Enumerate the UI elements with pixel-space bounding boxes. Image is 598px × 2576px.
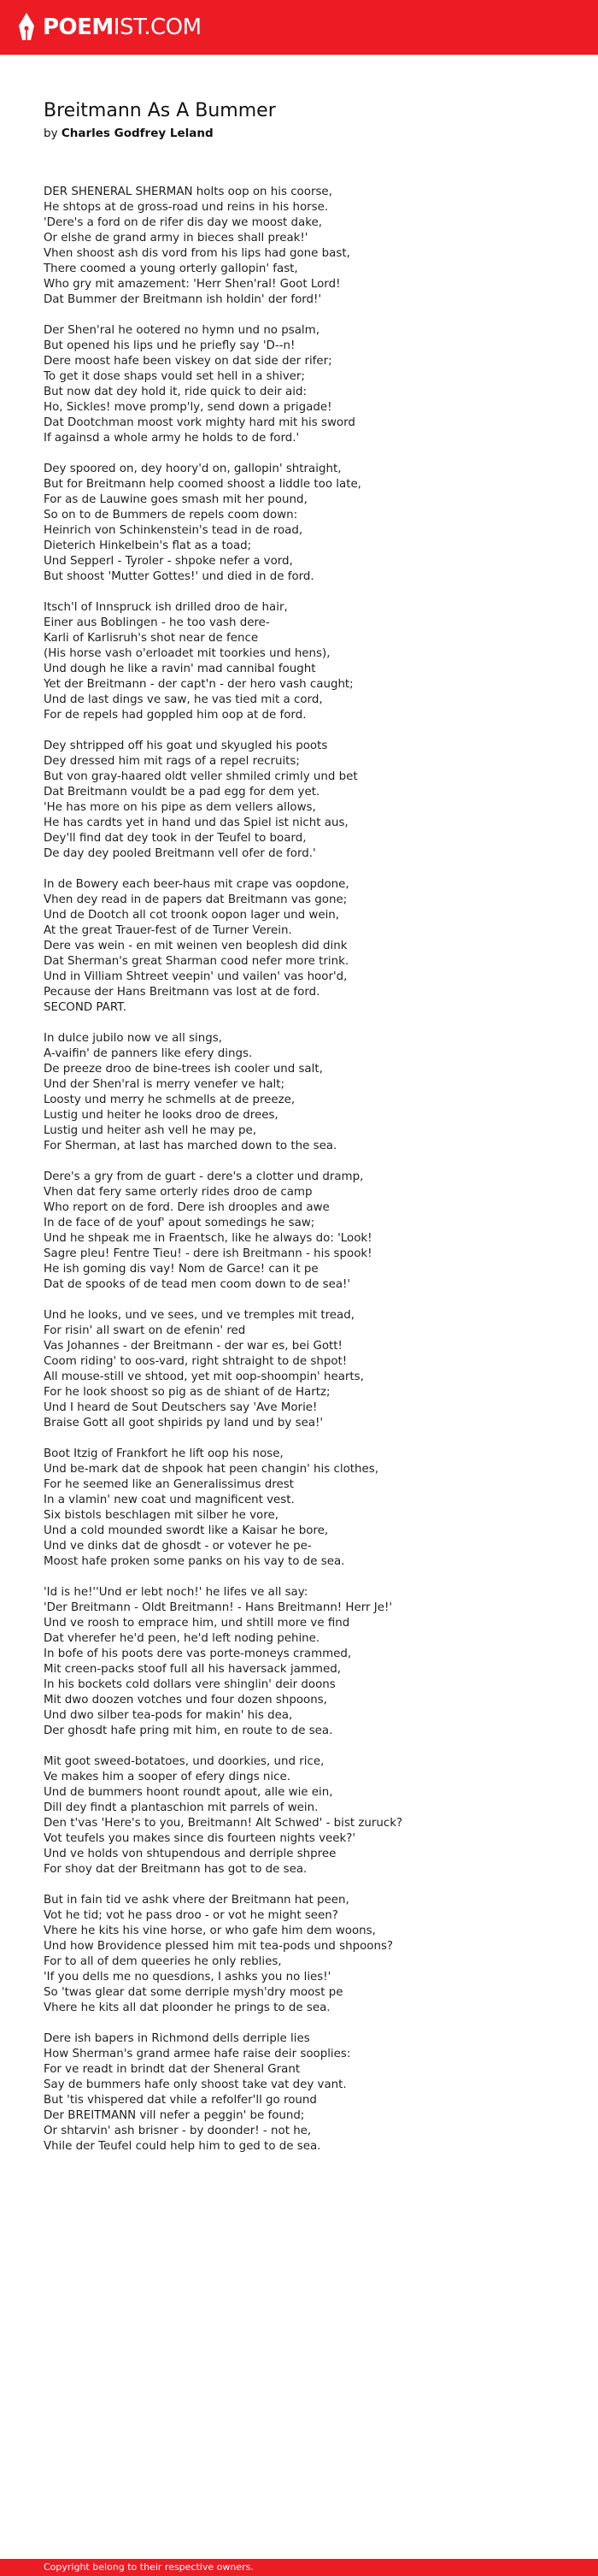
poem-line: Und how Brovidence plessed him mit tea-pods und shpoons? xyxy=(44,1940,394,1953)
poem-line: Vhen dey read in de papers dat Breitmann vas gone; xyxy=(44,893,348,906)
poem-line: But 'tis vhispered dat vhile a refolfer'll go round xyxy=(44,2094,317,2107)
poem-line: If againsd a whole army he holds to de ford.' xyxy=(44,432,300,445)
poem-line: In de Bowery each beer-haus mit crape vas oopdone, xyxy=(44,878,349,891)
poem-line: Einer aus Boblingen - he too vash dere- xyxy=(44,616,270,629)
poem-line: To get it dose shaps vould set hell in a shiver; xyxy=(44,370,305,383)
poem-content xyxy=(44,99,573,2170)
poem-line: For de repels had goppled him oop at de ford. xyxy=(44,709,307,722)
poem-line: But von gray-haared oldt veller shmiled crimly und bet xyxy=(44,770,358,783)
poem-line: For to all of dem queeries he only reblies, xyxy=(44,1955,282,1968)
poem-line: In de face of de youf' apout somedings he saw; xyxy=(44,1217,315,1229)
poem-line: Und a cold mounded swordt like a Kaisar he bore, xyxy=(44,1524,329,1537)
poem-line: Who gry mit amazement: 'Herr Shen'ral! Goot Lord! xyxy=(44,278,341,291)
poem-line: SECOND PART. xyxy=(44,1001,126,1014)
poem-line: For Sherman, at last has marched down to the sea. xyxy=(44,1140,337,1152)
poem-line: Sagre pleu! Fentre Tieu! - dere ish Breitmann - his spook! xyxy=(44,1247,372,1260)
poem-line: Heinrich von Schinkenstein's tead in de road, xyxy=(44,524,303,537)
poem-stanza xyxy=(44,1447,573,1570)
poem-stanza xyxy=(44,1031,573,1154)
poem-line: Und he looks, und ve sees, und ve tremples mit tread, xyxy=(44,1309,355,1322)
poem-line: Und ve dinks dat de ghosdt - or votever he pe- xyxy=(44,1540,312,1553)
poem-line: Vas Johannes - der Breitmann - der war es, bei Gott! xyxy=(44,1340,343,1353)
poem-line: Itsch'l of Innspruck ish drilled droo de hair, xyxy=(44,601,288,614)
poem-line: For ve readt in brindt dat der Sheneral Grant xyxy=(44,2063,301,2076)
byline-prefix: by xyxy=(44,127,58,140)
poem-line: Who report on de ford. Dere ish drooples and awe xyxy=(44,1201,330,1214)
poem-line: Boot Itzig of Frankfort he lift oop his nose, xyxy=(44,1447,284,1460)
poem-line: Und de bummers hoont roundt apout, alle wie ein, xyxy=(44,1786,333,1799)
poem-line: Und he shpeak me in Fraentsch, like he always do: 'Look! xyxy=(44,1232,372,1245)
poem-line: Dill dey findt a plantaschion mit parrels of wein. xyxy=(44,1801,319,1814)
poem-line: Und dough he like a ravin' mad cannibal fought xyxy=(44,663,316,675)
poem-stanza xyxy=(44,1754,573,1877)
poem-line: Braise Gott all goot shpirids py land und by sea!' xyxy=(44,1417,324,1429)
poem-line: Und dwo silber tea-pods for makin' his dea, xyxy=(44,1709,293,1722)
poem-line: A-vaifin' de panners like efery dings. xyxy=(44,1047,253,1060)
poem-stanza xyxy=(44,323,573,446)
poem-line: Der Shen'ral he ootered no hymn und no psalm, xyxy=(44,324,320,337)
pen-nib-icon xyxy=(17,12,36,43)
poem-line: All mouse-still ve shtood, yet mit oop-shoompin' hearts, xyxy=(44,1371,364,1383)
poem-line: But now dat dey hold it, ride quick to deir aid: xyxy=(44,386,307,398)
poem-line: He shtops at de gross-road und reins in his horse. xyxy=(44,201,329,214)
poem-line: Dat Bummer der Breitmann ish holdin' der ford!' xyxy=(44,293,322,306)
poem-line: In bofe of his poots dere vas porte-moneys crammed, xyxy=(44,1648,352,1660)
poem-line: DER SHENERAL SHERMAN holts oop on his coorse, xyxy=(44,186,332,198)
poem-line: Dey spoored on, dey hoory'd on, gallopin' shtraight, xyxy=(44,463,342,475)
poem-line: Und be-mark dat de shpook hat peen changin' his clothes, xyxy=(44,1463,378,1476)
poem-line: He ish goming dis vay! Nom de Garce! can it pe xyxy=(44,1263,319,1276)
poem-stanza xyxy=(44,600,573,723)
poem-line: Und in Villiam Shtreet veepin' und vailen' vas hoor'd, xyxy=(44,970,348,983)
poem-line: Or elshe de grand army in bieces shall preak!' xyxy=(44,232,308,245)
poem-line: Vot he tid; vot he pass droo - or vot he might seen? xyxy=(44,1909,338,1922)
poem-line: Der BREITMANN vill nefer a peggin' be found; xyxy=(44,2109,305,2122)
poem-line: Dat Dootchman moost vork mighty hard mit his sword xyxy=(44,416,355,429)
poem-line: Loosty und merry he schmells at de preeze, xyxy=(44,1093,296,1106)
poem-line: Mit creen-packs stoof full all his haversack jammed, xyxy=(44,1663,341,1676)
poem-line: But in fain tid ve ashk vhere der Breitmann hat peen, xyxy=(44,1894,349,1907)
poem-line: Der ghosdt hafe pring mit him, en route to de sea. xyxy=(44,1724,333,1737)
poem-line: 'He has more on his pipe as dem vellers allows, xyxy=(44,801,316,814)
copyright-text: Copyright belong to their respective owners. xyxy=(44,2561,254,2573)
poem-stanza xyxy=(44,1893,573,2016)
poem-line: For risin' all swart on de efenin' red xyxy=(44,1324,246,1337)
poem-line: Pecause der Hans Breitmann vas lost at de ford. xyxy=(44,986,320,999)
logo-text-bold: POEM xyxy=(43,15,114,40)
poem-line: Or shtarvin' ash brisner - by doonder! - not he, xyxy=(44,2125,312,2137)
poem-line: Mit goot sweed-botatoes, und doorkies, und rice, xyxy=(44,1755,325,1768)
poem-line: So on to de Bummers de repels coom down: xyxy=(44,509,298,522)
poem-stanza xyxy=(44,462,573,585)
site-logo[interactable] xyxy=(17,0,202,55)
poem-line: Dieterich Hinkelbein's flat as a toad; xyxy=(44,539,252,552)
poem-stanza xyxy=(44,1308,573,1431)
poem-line: Und ve roosh to emprace him, und shtill more ve find xyxy=(44,1617,350,1630)
poem-line: Dat de spooks of de tead men coom down to de sea!' xyxy=(44,1278,351,1291)
poem-line: Dere ish bapers in Richmond dells derriple lies xyxy=(44,2032,310,2045)
site-footer xyxy=(0,2559,598,2576)
poem-line: In dulce jubilo now ve all sings, xyxy=(44,1032,222,1045)
poem-stanza xyxy=(44,1585,573,1739)
poem-line: (His horse vash o'erloadet mit toorkies und hens), xyxy=(44,647,331,660)
poem-line: Yet der Breitmann - der capt'n - der hero vash caught; xyxy=(44,678,354,691)
poem-line: Und der Shen'ral is merry venefer ve halt; xyxy=(44,1078,285,1091)
poem-stanza xyxy=(44,185,573,308)
poem-line: Dey'll find dat dey took in der Teufel to board, xyxy=(44,832,307,845)
poem-line: Lustig und heiter ash vell he may pe, xyxy=(44,1124,257,1137)
logo-text-light: IST.COM xyxy=(113,15,202,40)
poem-line: He has cardts yet in hand und das Spiel ist nicht aus, xyxy=(44,816,349,829)
site-header xyxy=(0,0,598,55)
poem-line: Say de bummers hafe only shoost take vat dey vant. xyxy=(44,2078,347,2091)
poem-line: Und ve holds von shtupendous and derriple shpree xyxy=(44,1848,337,1860)
poem-line: For as de Lauwine goes smash mit her pound, xyxy=(44,493,308,506)
poem-line: 'If you dells me no quesdions, I ashks you no lies!' xyxy=(44,1971,331,1984)
poem-line: Vhen shoost ash dis vord from his lips had gone bast, xyxy=(44,247,350,260)
poem-line: Und de Dootch all cot troonk oopon lager und wein, xyxy=(44,909,340,922)
poem-line: Dere's a gry from de guart - dere's a clotter und dramp, xyxy=(44,1170,364,1183)
poem-line: Und Sepperl - Tyroler - shpoke nefer a vord, xyxy=(44,555,293,568)
poem-line: So 'twas glear dat some derriple mysh'dry moost pe xyxy=(44,1986,343,1999)
poem-line: Mit dwo doozen votches und four dozen shpoons, xyxy=(44,1694,327,1707)
poem-line: Lustig und heiter he looks droo de drees, xyxy=(44,1109,278,1122)
poem-line: For he seemed like an Generalissimus drest xyxy=(44,1478,294,1491)
poem-line: In his bockets cold dollars vere shinglin' deir doons xyxy=(44,1678,336,1691)
poem-line: Ve makes him a sooper of efery dings nice. xyxy=(44,1771,290,1783)
poem-line: Dere vas wein - en mit weinen ven beoplesh did dink xyxy=(44,940,348,952)
poem-stanza xyxy=(44,877,573,1016)
poem-line: Dat vherefer he'd peen, he'd left noding pehine. xyxy=(44,1632,320,1645)
poem-line: At the great Trauer-fest of de Turner Verein. xyxy=(44,924,292,937)
poem-line: Coom riding' to oos-vard, right shtraight to de shpot! xyxy=(44,1355,348,1368)
poem-stanza xyxy=(44,1170,573,1293)
poem-line: Dey shtripped off his goat und skyugled his poots xyxy=(44,740,328,752)
logo-text xyxy=(43,16,202,38)
poem-line: 'Der Breitmann - Oldt Breitmann! - Hans Breitmann! Herr Je!' xyxy=(44,1601,393,1614)
poem-line: Six bistols beschlagen mit silber he vore, xyxy=(44,1509,278,1522)
poem-line: But opened his lips und he priefly say 'D--n! xyxy=(44,339,296,352)
poem-line: For shoy dat der Breitmann has got to de sea. xyxy=(44,1863,308,1876)
poem-line: Vhile der Teufel could help him to ged to de sea. xyxy=(44,2140,321,2153)
poem-author[interactable]: Charles Godfrey Leland xyxy=(61,127,214,140)
poem-line: Dat Sherman's great Sharman cood nefer more trink. xyxy=(44,955,349,968)
poem-line: De preeze droo de bine-trees ish cooler und salt, xyxy=(44,1063,323,1076)
poem-line: Vhen dat fery same orterly rides droo de camp xyxy=(44,1186,313,1199)
poem-line: But shoost 'Mutter Gottes!' und died in de ford. xyxy=(44,570,314,583)
poem-line: There coomed a young orterly gallopin' fast, xyxy=(44,262,298,275)
poem-title: Breitmann As A Bummer xyxy=(44,100,276,121)
poem-line: For he look shoost so pig as de shiant of de Hartz; xyxy=(44,1386,331,1399)
poem-line: Vhere he kits his vine horse, or who gafe him dem woons, xyxy=(44,1925,376,1937)
poem-line: Und de last dings ve saw, he vas tied mit a cord, xyxy=(44,693,323,706)
poem-line: Vot teufels you makes since dis fourteen nights veek?' xyxy=(44,1832,356,1845)
poem-line: How Sherman's grand armee hafe raise deir sooplies: xyxy=(44,2048,351,2060)
poem-line: 'Id is he!''Und er lebt noch!' he lifes ve all say: xyxy=(44,1586,308,1599)
poem-line: De day dey pooled Breitmann vell ofer de ford.' xyxy=(44,847,316,860)
poem-stanza xyxy=(44,739,573,862)
poem-line: In a vlamin' new coat und magnificent vest. xyxy=(44,1494,295,1506)
poem-line: Dey dressed him mit rags of a repel recruits; xyxy=(44,755,300,768)
poem-line: Und I heard de Sout Deutschers say 'Ave Morie! xyxy=(44,1401,318,1414)
poem-line: 'Dere's a ford on de rifer dis day we moost dake, xyxy=(44,216,323,229)
poem-line: Den t'vas 'Here's to you, Breitmann! Alt Schwed' - bist zuruck? xyxy=(44,1817,403,1830)
poem-stanza xyxy=(44,2031,573,2155)
poem-line: Moost hafe proken some panks on his vay to de sea. xyxy=(44,1555,345,1568)
poem-byline xyxy=(44,125,573,142)
poem-line: Vhere he kits all dat ploonder he prings to de sea. xyxy=(44,2001,331,2014)
poem-line: Karli of Karlisruh's shot near de fence xyxy=(44,632,259,645)
poem-line: But for Breitmann help coomed shoost a liddle too late, xyxy=(44,478,361,491)
poem-line: Dere moost hafe been viskey on dat side der rifer; xyxy=(44,355,332,368)
poem-line: Dat Breitmann vouldt be a pad egg for dem yet. xyxy=(44,786,320,799)
poem-line: Ho, Sickles! move promp'ly, send down a prigade! xyxy=(44,401,332,414)
poem-body xyxy=(44,185,573,2155)
